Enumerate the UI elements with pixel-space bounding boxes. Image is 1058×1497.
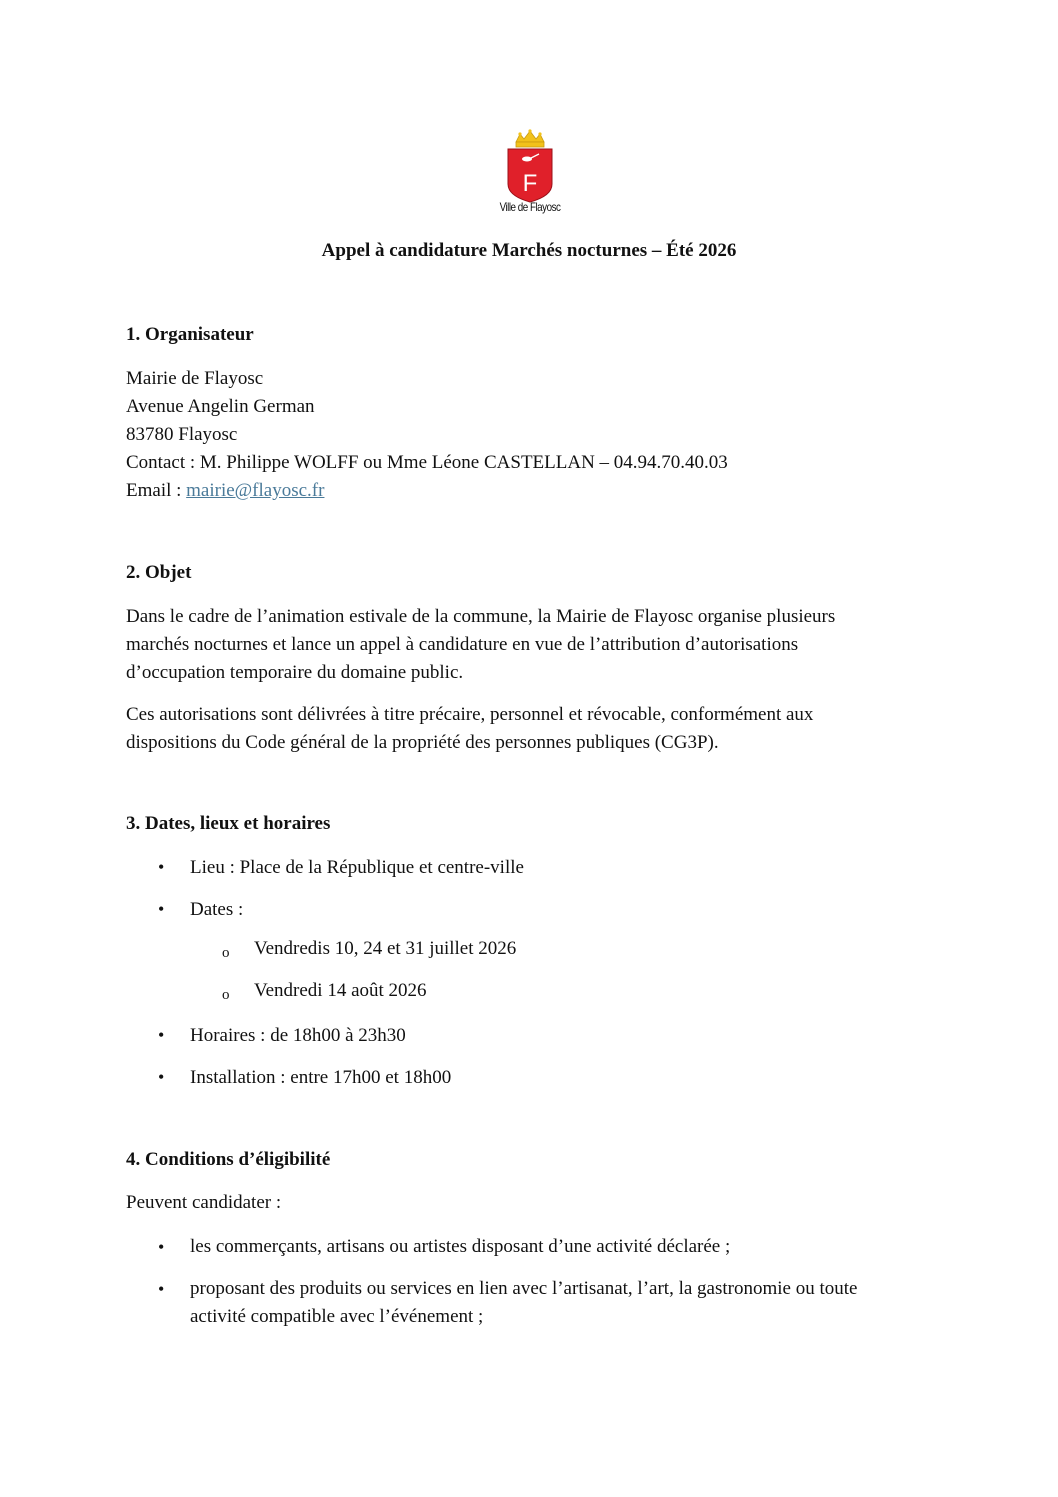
bullet-icon: • — [158, 1279, 165, 1299]
logo-caption: Ville de Flayosc — [499, 200, 561, 214]
eligibility-item-line-2: activité compatible avec l’événement ; — [190, 1306, 484, 1327]
document-title: Appel à candidature Marchés nocturnes – Été 2026 — [321, 240, 737, 261]
objet-paragraph-1-line-1: Dans le cadre de l’animation estivale de la commune, la Mairie de Flayosc organise plusieurs — [126, 606, 836, 627]
organizer-email-line — [126, 477, 324, 505]
section-heading-objet: 2. Objet — [126, 562, 192, 583]
objet-paragraph-1-line-2: marchés nocturnes et lance un appel à candidature en vue de l’attribution d’autorisations — [126, 634, 799, 655]
eligibility-item: les commerçants, artisans ou artistes disposant d’une activité déclarée ; — [190, 1236, 731, 1257]
section-heading-eligibilite: 4. Conditions d’éligibilité — [126, 1149, 331, 1170]
logo-letter: F — [522, 170, 538, 197]
organizer-city: 83780 Flayosc — [126, 424, 238, 445]
email-link[interactable]: mairie@flayosc.fr — [186, 480, 325, 501]
section-heading-organisateur: 1. Organisateur — [126, 324, 254, 345]
organizer-contact: Contact : M. Philippe WOLFF ou Mme Léone CASTELLAN – 04.94.70.40.03 — [126, 452, 728, 473]
eligibility-item-line-1: proposant des produits ou services en lien avec l’artisanat, l’art, la gastronomie ou toute — [190, 1278, 858, 1299]
date-item: Vendredi 14 août 2026 — [254, 980, 427, 1001]
objet-paragraph-1-line-3: d’occupation temporaire du domaine public. — [126, 662, 464, 683]
sub-bullet-icon: o — [222, 987, 230, 1003]
section-heading-dates: 3. Dates, lieux et horaires — [126, 813, 331, 834]
objet-paragraph-2-line-1: Ces autorisations sont délivrées à titre précaire, personnel et révocable, conformément aux — [126, 704, 814, 725]
horaires-item: Horaires : de 18h00 à 23h30 — [190, 1025, 406, 1046]
bullet-icon: • — [158, 1067, 165, 1087]
bullet-icon: • — [158, 857, 165, 877]
dates-label: Dates : — [190, 899, 244, 920]
date-item: Vendredis 10, 24 et 31 juillet 2026 — [254, 938, 517, 959]
bullet-icon: • — [158, 1237, 165, 1257]
eligibility-intro: Peuvent candidater : — [126, 1192, 282, 1213]
organizer-street: Avenue Angelin German — [126, 396, 315, 417]
sub-bullet-icon: o — [222, 945, 230, 961]
organizer-name: Mairie de Flayosc — [126, 368, 264, 389]
crown-icon — [516, 129, 544, 147]
bullet-icon: • — [158, 899, 165, 919]
bullet-icon: • — [158, 1025, 165, 1045]
email-label: Email : — [126, 480, 187, 501]
objet-paragraph-2-line-2: dispositions du Code général de la propriété des personnes publiques (CG3P). — [126, 732, 719, 753]
lieu-item: Lieu : Place de la République et centre-ville — [190, 857, 524, 878]
installation-item: Installation : entre 17h00 et 18h00 — [190, 1067, 452, 1088]
